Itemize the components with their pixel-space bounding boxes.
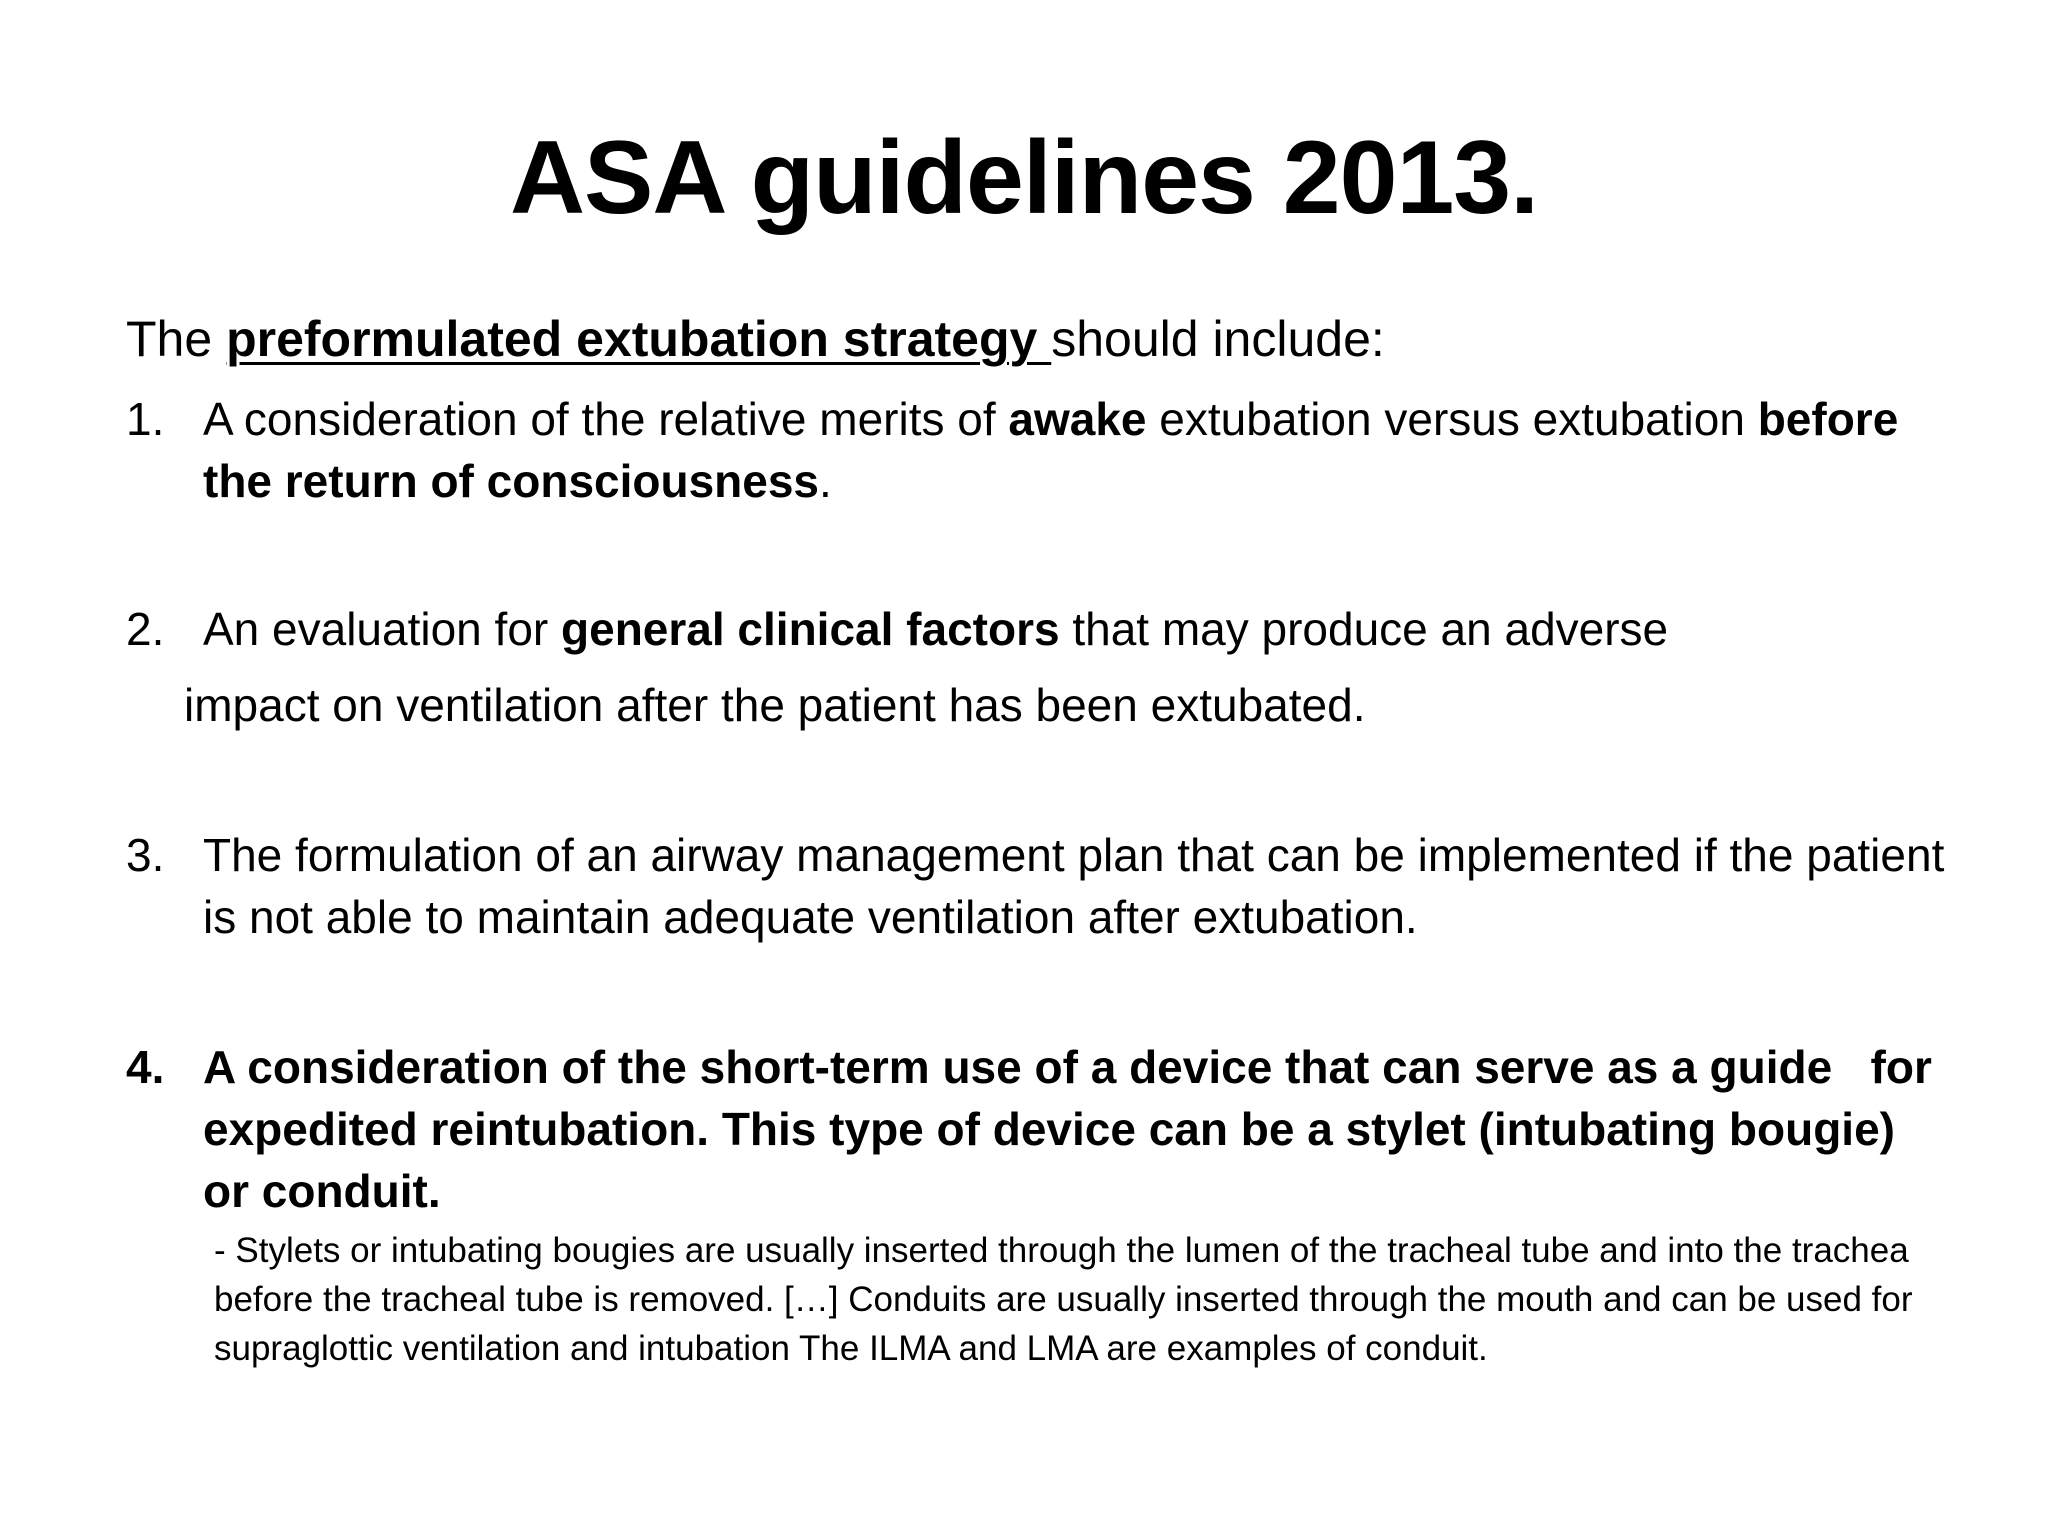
list-item-number: 1. xyxy=(126,393,165,445)
intro-suffix: should include: xyxy=(1051,311,1385,367)
list-item-3 xyxy=(126,824,1946,948)
list-item-text xyxy=(203,598,1946,660)
text-run: A consideration of the relative merits of xyxy=(203,393,1009,445)
intro-prefix: The xyxy=(126,311,227,367)
text-run-bold: general clinical factors xyxy=(561,603,1060,655)
text-run: An evaluation for xyxy=(203,603,562,655)
item-4-note: - Stylets or intubating bougies are usually inserted through the lumen of the tracheal tube and into the trachea before the tracheal tube is removed. […] Conduits are usually inserted through the mouth and can be used for supraglottic ventilation and intubation The ILMA and LMA are examples of conduit. xyxy=(214,1231,1913,1368)
list-item-2-continuation: impact on ventilation after the patient has been extubated. xyxy=(184,679,1366,731)
list-item-number: 2. xyxy=(126,603,165,655)
intro-emphasis: preformulated extubation strategy xyxy=(226,311,1052,367)
text-run-bold: before the return of consciousness xyxy=(203,393,1899,507)
slide-title: ASA guidelines 2013. xyxy=(509,120,1539,236)
list-item-text: A consideration of the short-term use of a device that can serve as a guide for expedited reintubation. This type of device can be a stylet (intubating bougie) or conduit. xyxy=(203,1041,1945,1217)
list-item-1 xyxy=(126,388,1946,512)
text-run-bold: awake xyxy=(1008,393,1147,445)
intro-line xyxy=(126,308,1385,370)
list-item-text: The formulation of an airway management plan that can be implemented if the patient is not able to maintain adequate ventilation after extubation. xyxy=(203,829,1945,943)
list-item-2 xyxy=(126,598,1946,660)
list-item-number: 4. xyxy=(126,1041,165,1093)
text-run: . xyxy=(819,455,832,507)
list-item-4 xyxy=(126,1036,1946,1222)
text-run: extubation versus extubation xyxy=(1146,393,1758,445)
text-run: that may produce an adverse xyxy=(1059,603,1669,655)
list-item-number: 3. xyxy=(126,829,165,881)
list-item-text xyxy=(203,388,1946,512)
